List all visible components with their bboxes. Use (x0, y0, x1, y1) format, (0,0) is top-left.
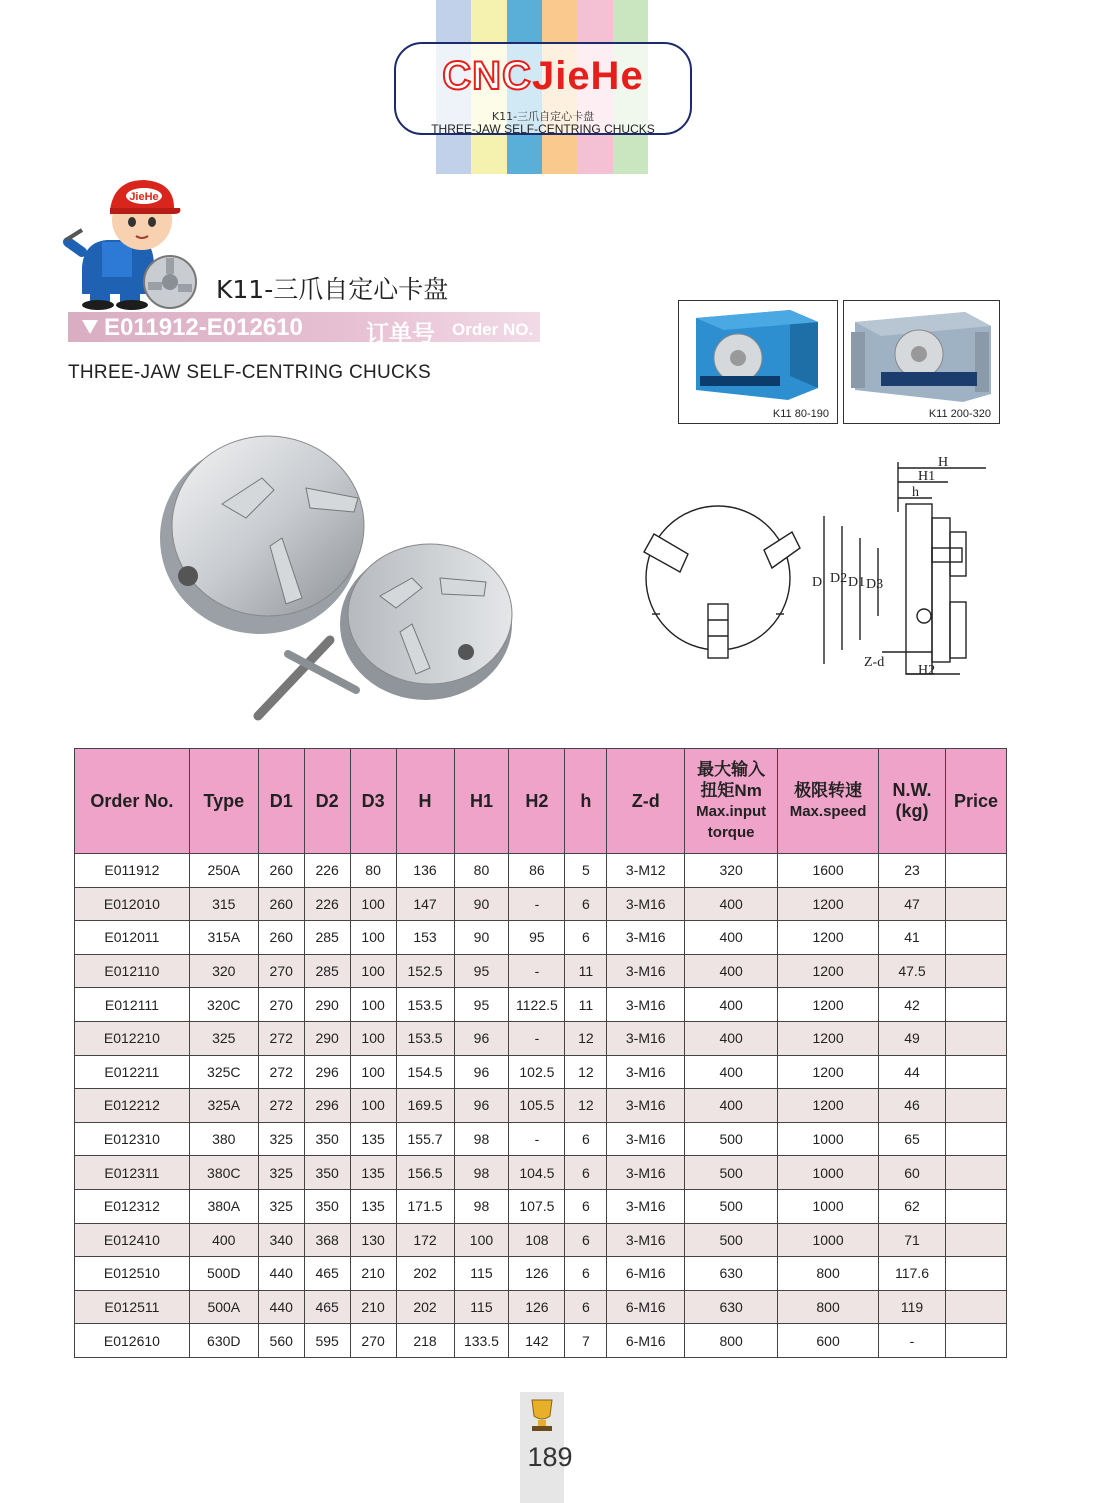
table-cell: 290 (304, 1021, 350, 1055)
table-cell: - (509, 954, 565, 988)
col-type: Type (189, 749, 258, 854)
col-d2: D2 (304, 749, 350, 854)
table-cell: 270 (350, 1324, 396, 1358)
table-cell (945, 1055, 1006, 1089)
table-cell: 3-M16 (607, 1122, 685, 1156)
spec-table (74, 748, 1007, 1358)
table-cell: 95 (509, 921, 565, 955)
brand-logo (396, 54, 690, 99)
dim-label-D1: D1 (848, 575, 866, 590)
table-cell: 3-M16 (607, 921, 685, 955)
table-row (75, 1089, 1007, 1123)
table-cell: 325 (258, 1189, 304, 1223)
table-cell: 630 (685, 1290, 778, 1324)
table-cell: 142 (509, 1324, 565, 1358)
table-cell: 100 (350, 887, 396, 921)
table-row (75, 988, 1007, 1022)
table-cell: 340 (258, 1223, 304, 1257)
table-cell: 6 (565, 1122, 607, 1156)
table-cell: 270 (258, 954, 304, 988)
table-cell: 117.6 (879, 1257, 946, 1291)
package-caption: K11 80-190 (772, 408, 829, 420)
table-cell: 3-M16 (607, 1021, 685, 1055)
table-cell: E012110 (75, 954, 190, 988)
table-cell: 210 (350, 1257, 396, 1291)
header-text: 极限转速 (794, 781, 863, 800)
table-cell: 1000 (778, 1223, 879, 1257)
table-cell: 500 (685, 1156, 778, 1190)
dim-label-D3: D3 (866, 577, 884, 592)
table-cell: E011912 (75, 854, 190, 888)
table-cell: 6-M16 (607, 1324, 685, 1358)
table-cell: 12 (565, 1089, 607, 1123)
table-cell: 595 (304, 1324, 350, 1358)
header-text: N.W. (892, 780, 932, 800)
table-cell: 202 (396, 1257, 454, 1291)
table-cell: 80 (350, 854, 396, 888)
table-cell: 560 (258, 1324, 304, 1358)
table-cell: 6 (565, 921, 607, 955)
table-cell: 104.5 (509, 1156, 565, 1190)
table-row (75, 1223, 1007, 1257)
table-cell (945, 988, 1006, 1022)
table-row (75, 1021, 1007, 1055)
table-cell: - (509, 1021, 565, 1055)
table-cell: 380C (189, 1156, 258, 1190)
table-cell: 153.5 (396, 988, 454, 1022)
table-cell: 7 (565, 1324, 607, 1358)
table-cell: E012011 (75, 921, 190, 955)
brand-header (394, 42, 692, 135)
table-cell: 3-M16 (607, 1089, 685, 1123)
table-cell: 260 (258, 921, 304, 955)
table-cell: E012211 (75, 1055, 190, 1089)
table-cell: 130 (350, 1223, 396, 1257)
dim-label-D: D (812, 575, 823, 590)
table-cell: 11 (565, 954, 607, 988)
table-cell (945, 1021, 1006, 1055)
technical-drawing (636, 452, 1010, 684)
table-cell: 400 (685, 988, 778, 1022)
table-cell: 98 (454, 1189, 509, 1223)
table-cell (945, 854, 1006, 888)
table-cell: 11 (565, 988, 607, 1022)
package-photo-crate (843, 300, 1000, 424)
order-label-cn: 订单号 (366, 321, 435, 347)
table-row (75, 1055, 1007, 1089)
table-cell: 135 (350, 1189, 396, 1223)
table-cell: 12 (565, 1055, 607, 1089)
table-cell: 100 (350, 921, 396, 955)
product-title-en: THREE-JAW SELF-CENTRING CHUCKS (68, 362, 431, 383)
table-cell: 1000 (778, 1189, 879, 1223)
header-text: torque (707, 824, 755, 841)
table-cell: 3-M16 (607, 954, 685, 988)
table-cell: 100 (350, 988, 396, 1022)
table-cell: 465 (304, 1257, 350, 1291)
table-cell: 202 (396, 1290, 454, 1324)
table-cell: 126 (509, 1290, 565, 1324)
table-row (75, 1189, 1007, 1223)
table-cell: 800 (778, 1257, 879, 1291)
table-cell: 49 (879, 1021, 946, 1055)
table-cell: 100 (350, 1089, 396, 1123)
table-row (75, 921, 1007, 955)
table-cell: 136 (396, 854, 454, 888)
table-cell (945, 1290, 1006, 1324)
table-cell: 440 (258, 1257, 304, 1291)
table-cell: 3-M16 (607, 988, 685, 1022)
table-cell: 325A (189, 1089, 258, 1123)
table-cell: 135 (350, 1122, 396, 1156)
table-cell: 3-M16 (607, 1223, 685, 1257)
table-row (75, 1122, 1007, 1156)
table-cell: 42 (879, 988, 946, 1022)
table-cell: 380A (189, 1189, 258, 1223)
dim-label-H1: H1 (918, 469, 936, 484)
table-cell: 147 (396, 887, 454, 921)
header-subtitle-en: THREE-JAW SELF-CENTRING CHUCKS (431, 122, 655, 136)
table-cell: 172 (396, 1223, 454, 1257)
table-cell: E012210 (75, 1021, 190, 1055)
table-cell: 6-M16 (607, 1257, 685, 1291)
table-cell: 96 (454, 1089, 509, 1123)
col-order-no: Order No. (75, 749, 190, 854)
table-cell: 95 (454, 988, 509, 1022)
table-cell: 23 (879, 854, 946, 888)
table-cell: 400 (685, 887, 778, 921)
table-cell: E012311 (75, 1156, 190, 1190)
dim-label-H2: H2 (918, 663, 936, 678)
table-cell: 350 (304, 1156, 350, 1190)
table-cell: 65 (879, 1122, 946, 1156)
col-max-speed (778, 749, 879, 854)
table-cell: 47.5 (879, 954, 946, 988)
table-cell: 155.7 (396, 1122, 454, 1156)
table-cell: E012312 (75, 1189, 190, 1223)
table-cell: 46 (879, 1089, 946, 1123)
table-cell: 296 (304, 1089, 350, 1123)
table-cell: 6 (565, 1257, 607, 1291)
table-cell: 260 (258, 887, 304, 921)
table-cell: 98 (454, 1156, 509, 1190)
table-cell: 315 (189, 887, 258, 921)
table-cell: 400 (189, 1223, 258, 1257)
table-row (75, 954, 1007, 988)
table-cell: 135 (350, 1156, 396, 1190)
table-cell: 80 (454, 854, 509, 888)
table-cell: 6 (565, 1290, 607, 1324)
table-cell: 107.5 (509, 1189, 565, 1223)
table-cell: 115 (454, 1257, 509, 1291)
table-cell: 325 (258, 1122, 304, 1156)
table-cell: 226 (304, 854, 350, 888)
table-cell: 1600 (778, 854, 879, 888)
table-cell: 154.5 (396, 1055, 454, 1089)
table-cell: - (879, 1324, 946, 1358)
table-cell: 630D (189, 1324, 258, 1358)
table-cell: 153 (396, 921, 454, 955)
header-text: Max.input (696, 803, 767, 820)
table-cell: 1200 (778, 954, 879, 988)
table-cell: 500 (685, 1223, 778, 1257)
table-cell: 350 (304, 1122, 350, 1156)
table-cell: 465 (304, 1290, 350, 1324)
table-cell: 400 (685, 921, 778, 955)
order-range: E011912-E012610 (104, 314, 303, 341)
chuck-product-photo (150, 428, 530, 724)
table-cell: - (509, 887, 565, 921)
table-cell (945, 1257, 1006, 1291)
table-cell: 260 (258, 854, 304, 888)
table-cell: 100 (350, 954, 396, 988)
table-cell: 325 (189, 1021, 258, 1055)
table-cell: E012511 (75, 1290, 190, 1324)
table-row (75, 1257, 1007, 1291)
header-subtitle-cn: K11-三爪自定心卡盘 (491, 110, 595, 123)
dim-label-D2: D2 (830, 571, 848, 586)
trophy-icon (520, 1394, 564, 1434)
table-cell: 105.5 (509, 1089, 565, 1123)
table-cell: 90 (454, 921, 509, 955)
table-cell (945, 887, 1006, 921)
table-cell: 1000 (778, 1122, 879, 1156)
table-cell: 3-M16 (607, 887, 685, 921)
table-row (75, 1290, 1007, 1324)
table-cell: 400 (685, 1089, 778, 1123)
table-cell: 218 (396, 1324, 454, 1358)
table-cell: 1200 (778, 1089, 879, 1123)
table-cell: 1200 (778, 1055, 879, 1089)
col-small-h: h (565, 749, 607, 854)
table-cell: 6 (565, 1189, 607, 1223)
order-number-banner (68, 312, 540, 347)
table-cell (945, 921, 1006, 955)
table-cell: 320C (189, 988, 258, 1022)
table-cell: 6 (565, 1156, 607, 1190)
table-cell: 1200 (778, 887, 879, 921)
table-cell: 102.5 (509, 1055, 565, 1089)
table-row (75, 1156, 1007, 1190)
table-cell: 86 (509, 854, 565, 888)
dim-label-Zd: Z-d (864, 655, 885, 670)
table-header-row (75, 749, 1007, 854)
col-h1: H1 (454, 749, 509, 854)
table-cell: 6-M16 (607, 1290, 685, 1324)
page-number: 189 (527, 1442, 573, 1472)
table-cell: 153.5 (396, 1021, 454, 1055)
table-cell: E012310 (75, 1122, 190, 1156)
table-cell: 47 (879, 887, 946, 921)
table-cell: 90 (454, 887, 509, 921)
table-cell: 169.5 (396, 1089, 454, 1123)
table-cell: 71 (879, 1223, 946, 1257)
table-cell: E012111 (75, 988, 190, 1022)
table-cell: 6 (565, 887, 607, 921)
table-cell: 800 (685, 1324, 778, 1358)
table-cell: 272 (258, 1021, 304, 1055)
table-cell: 100 (454, 1223, 509, 1257)
table-cell: 380 (189, 1122, 258, 1156)
triangle-down-icon (82, 320, 98, 334)
table-cell: 226 (304, 887, 350, 921)
table-cell: 62 (879, 1189, 946, 1223)
table-cell: 1200 (778, 921, 879, 955)
table-cell: 270 (258, 988, 304, 1022)
table-cell (945, 1122, 1006, 1156)
header-text: 最大输入 (697, 760, 766, 779)
table-cell: 800 (778, 1290, 879, 1324)
table-cell: 95 (454, 954, 509, 988)
table-cell (945, 1223, 1006, 1257)
table-cell: 285 (304, 921, 350, 955)
table-cell (945, 1189, 1006, 1223)
mascot-illustration (62, 172, 207, 312)
table-cell: 152.5 (396, 954, 454, 988)
table-cell: 500 (685, 1189, 778, 1223)
table-row (75, 887, 1007, 921)
header-text: 扭矩Nm (700, 781, 762, 800)
table-cell: E012410 (75, 1223, 190, 1257)
table-cell: 272 (258, 1089, 304, 1123)
table-cell: 630 (685, 1257, 778, 1291)
table-cell: 400 (685, 1055, 778, 1089)
table-cell: 3-M12 (607, 854, 685, 888)
table-cell: 126 (509, 1257, 565, 1291)
table-cell: 3-M16 (607, 1189, 685, 1223)
brand-cnc: CNC (442, 54, 532, 98)
table-cell: 3-M16 (607, 1055, 685, 1089)
table-body (75, 854, 1007, 1358)
col-z-d: Z-d (607, 749, 685, 854)
table-cell: 133.5 (454, 1324, 509, 1358)
table-cell: 12 (565, 1021, 607, 1055)
table-cell: 325C (189, 1055, 258, 1089)
table-cell: - (509, 1122, 565, 1156)
dim-label-h: h (912, 485, 919, 500)
table-cell: 400 (685, 1021, 778, 1055)
table-cell: 115 (454, 1290, 509, 1324)
table-cell: 320 (685, 854, 778, 888)
table-cell: 108 (509, 1223, 565, 1257)
product-title-cn: K11-三爪自定心卡盘 (216, 275, 449, 304)
header-text: (kg) (895, 801, 929, 821)
table-cell: 500A (189, 1290, 258, 1324)
table-cell: 440 (258, 1290, 304, 1324)
table-cell: 285 (304, 954, 350, 988)
table-cell: 98 (454, 1122, 509, 1156)
table-row (75, 854, 1007, 888)
table-cell: 1200 (778, 988, 879, 1022)
table-cell (945, 1156, 1006, 1190)
table-cell: 171.5 (396, 1189, 454, 1223)
table-cell: 400 (685, 954, 778, 988)
table-cell: 100 (350, 1021, 396, 1055)
table-cell: 315A (189, 921, 258, 955)
table-cell: 210 (350, 1290, 396, 1324)
table-cell: 3-M16 (607, 1156, 685, 1190)
col-d3: D3 (350, 749, 396, 854)
table-cell (945, 1324, 1006, 1358)
mascot-cap-text: JieHe (129, 191, 159, 203)
table-cell: E012212 (75, 1089, 190, 1123)
table-cell: E012610 (75, 1324, 190, 1358)
table-cell: 41 (879, 921, 946, 955)
package-photo-box (678, 300, 838, 424)
table-cell: 60 (879, 1156, 946, 1190)
table-cell: 96 (454, 1055, 509, 1089)
table-cell: 6 (565, 1223, 607, 1257)
table-cell: 100 (350, 1055, 396, 1089)
table-cell: 600 (778, 1324, 879, 1358)
table-cell: E012510 (75, 1257, 190, 1291)
table-cell (945, 1089, 1006, 1123)
table-cell: 368 (304, 1223, 350, 1257)
dim-label-H: H (938, 455, 949, 470)
header-text: Max.speed (789, 803, 867, 820)
table-cell: 1122.5 (509, 988, 565, 1022)
col-price: Price (945, 749, 1006, 854)
package-caption: K11 200-320 (928, 408, 991, 420)
col-h2: H2 (509, 749, 565, 854)
table-cell: 156.5 (396, 1156, 454, 1190)
table-cell: 250A (189, 854, 258, 888)
table-cell: 350 (304, 1189, 350, 1223)
table-cell: 272 (258, 1055, 304, 1089)
table-cell: 44 (879, 1055, 946, 1089)
col-d1: D1 (258, 749, 304, 854)
col-max-torque (685, 749, 778, 854)
crate-package-icon (845, 302, 999, 406)
blue-box-package-icon (680, 302, 837, 406)
table-cell: 119 (879, 1290, 946, 1324)
order-label-en: Order NO. (452, 320, 534, 339)
table-cell: 296 (304, 1055, 350, 1089)
table-cell: 500 (685, 1122, 778, 1156)
table-cell (945, 954, 1006, 988)
table-cell: 500D (189, 1257, 258, 1291)
table-cell: 325 (258, 1156, 304, 1190)
table-row (75, 1324, 1007, 1358)
table-cell: 1200 (778, 1021, 879, 1055)
col-h: H (396, 749, 454, 854)
table-cell: 1000 (778, 1156, 879, 1190)
brand-jiehe: JieHe (531, 54, 644, 98)
table-cell: 5 (565, 854, 607, 888)
col-net-weight (879, 749, 946, 854)
table-cell: 320 (189, 954, 258, 988)
table-cell: 290 (304, 988, 350, 1022)
table-cell: E012010 (75, 887, 190, 921)
table-cell: 96 (454, 1021, 509, 1055)
